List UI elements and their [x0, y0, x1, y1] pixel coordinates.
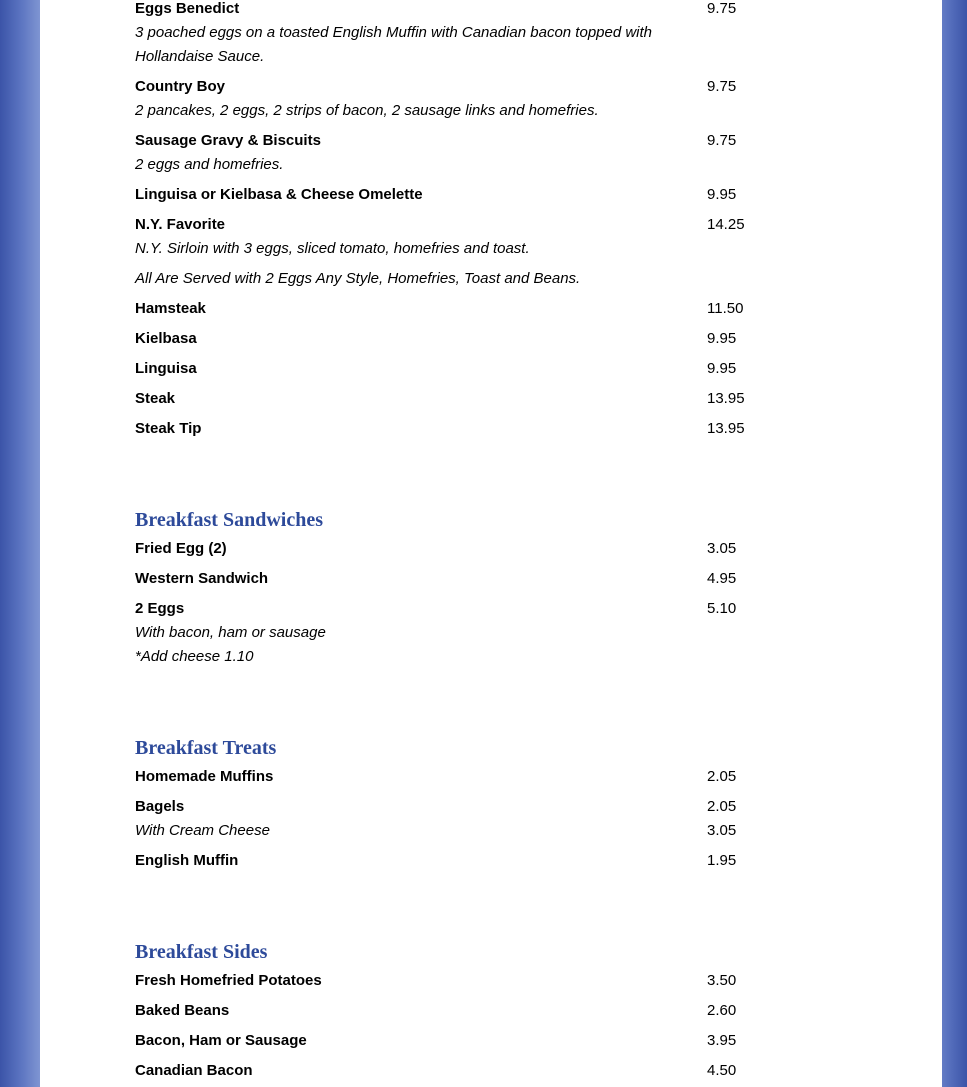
item-name: Country Boy [135, 78, 225, 95]
item-name: Bagels [135, 798, 185, 815]
item-price: 4.95 [707, 570, 737, 587]
item-name: Homemade Muffins [135, 768, 274, 785]
menu-page [40, 0, 942, 1087]
item-price-alt: 3.05 [707, 822, 737, 839]
item-description: With bacon, ham or sausage [135, 624, 326, 641]
item-price: 4.50 [707, 1062, 737, 1079]
item-name: Steak [135, 390, 176, 407]
menu-item-english-muffin [135, 849, 737, 873]
item-price: 2.05 [707, 798, 737, 815]
menu-item-steak-tip [135, 417, 745, 441]
item-name: Eggs Benedict [135, 0, 240, 17]
menu-item-canadian-bacon [135, 1059, 737, 1083]
item-name: Western Sandwich [135, 570, 269, 587]
item-price: 3.95 [707, 1032, 737, 1049]
item-name: Bacon, Ham or Sausage [135, 1032, 307, 1049]
item-name: 2 Eggs [135, 600, 185, 617]
menu-item-linguisa [135, 357, 737, 381]
item-name: Linguisa or Kielbasa & Cheese Omelette [135, 186, 423, 203]
item-name: Kielbasa [135, 330, 197, 347]
item-price: 9.95 [707, 360, 737, 377]
item-description: 2 eggs and homefries. [135, 156, 284, 173]
menu-item-ny-favorite [135, 213, 745, 261]
menu-item-homefried-potatoes [135, 969, 737, 993]
item-name: Linguisa [135, 360, 197, 377]
item-description: *Add cheese 1.10 [135, 648, 254, 665]
served-note [135, 267, 695, 291]
menu-item-sausage-gravy [135, 129, 737, 177]
menu-item-homemade-muffins [135, 765, 737, 789]
section-title-treats: Breakfast Treats [135, 737, 277, 759]
item-description: N.Y. Sirloin with 3 eggs, sliced tomato, homefries and toast. [135, 240, 530, 257]
item-name: N.Y. Favorite [135, 216, 226, 233]
served-note-text: All Are Served with 2 Eggs Any Style, Homefries, Toast and Beans. [135, 270, 581, 287]
item-price: 3.05 [707, 540, 737, 557]
menu-item-omelette [135, 183, 737, 207]
item-price: 1.95 [707, 852, 737, 869]
item-price: 9.95 [707, 186, 737, 203]
section-title-sandwiches: Breakfast Sandwiches [135, 509, 323, 531]
menu-item-steak [135, 387, 745, 411]
menu-item-baked-beans [135, 999, 737, 1023]
item-description: Hollandaise Sauce. [135, 48, 265, 65]
menu-item-bacon-ham-sausage [135, 1029, 737, 1053]
menu-item-country-boy [135, 75, 737, 123]
item-name: Canadian Bacon [135, 1062, 253, 1079]
item-price: 9.95 [707, 330, 737, 347]
item-price: 3.50 [707, 972, 737, 989]
item-price: 11.50 [707, 300, 744, 317]
item-price: 9.75 [707, 0, 737, 17]
menu-item-kielbasa [135, 327, 737, 351]
item-description: 2 pancakes, 2 eggs, 2 strips of bacon, 2 sausage links and homefries. [135, 102, 599, 119]
item-price: 2.05 [707, 768, 737, 785]
item-description: 3 poached eggs on a toasted English Muffin with Canadian bacon topped with [135, 24, 653, 41]
section-title-sides: Breakfast Sides [135, 941, 268, 963]
menu-item-hamsteak [135, 297, 744, 321]
item-price: 5.10 [707, 600, 737, 617]
item-price: 13.95 [707, 390, 745, 407]
item-price: 13.95 [707, 420, 745, 437]
menu-item-bagels [135, 795, 737, 843]
menu-item-fried-egg [135, 537, 737, 561]
item-name: Fried Egg (2) [135, 540, 227, 557]
item-name: Baked Beans [135, 1002, 230, 1019]
item-price: 9.75 [707, 78, 737, 95]
item-name: Steak Tip [135, 420, 202, 437]
item-price: 2.60 [707, 1002, 737, 1019]
item-description: With Cream Cheese [135, 822, 270, 839]
item-name: Fresh Homefried Potatoes [135, 972, 322, 989]
item-price: 14.25 [707, 216, 745, 233]
item-price: 9.75 [707, 132, 737, 149]
item-name: English Muffin [135, 852, 239, 869]
menu-item-eggs-benedict [135, 0, 737, 69]
menu-item-2-eggs [135, 597, 737, 669]
item-name: Hamsteak [135, 300, 206, 317]
menu-item-western-sandwich [135, 567, 737, 591]
item-name: Sausage Gravy & Biscuits [135, 132, 321, 149]
